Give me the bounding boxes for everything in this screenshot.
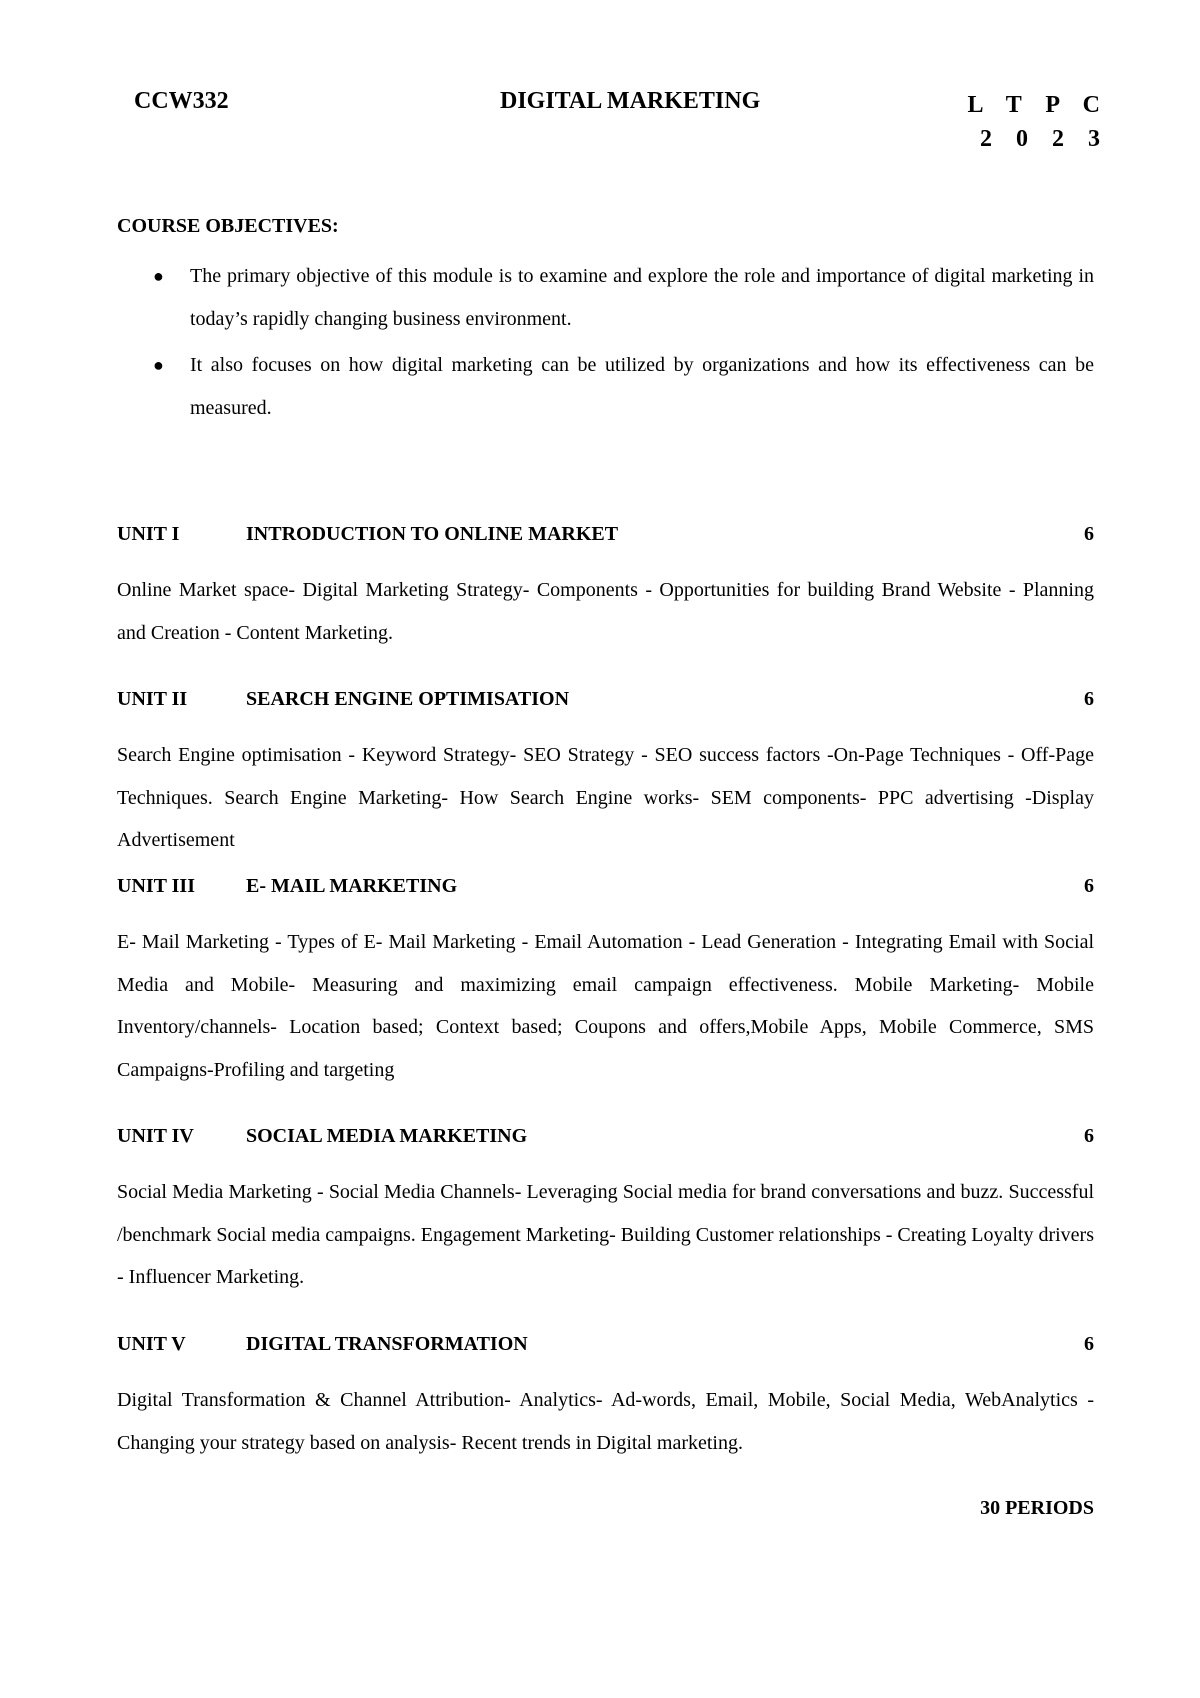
unit-content: Online Market space- Digital Marketing Strategy- Components - Opportunities for building Brand Website - Planning and Creation - Content Marketing. bbox=[117, 579, 1094, 644]
objectives-heading: COURSE OBJECTIVES: bbox=[117, 215, 339, 237]
total-periods: 30 PERIODS bbox=[980, 1497, 1094, 1519]
objective-item bbox=[117, 255, 1094, 341]
course-code: CCW332 bbox=[134, 88, 229, 114]
unit-hours: 6 bbox=[1084, 1333, 1094, 1355]
ltpc-values: 2 0 2 3 bbox=[980, 126, 1109, 152]
ltpc-headings: L T P C bbox=[967, 92, 1109, 118]
unit-title: E- MAIL MARKETING bbox=[246, 875, 458, 897]
unit-heading bbox=[117, 523, 1094, 553]
unit-hours: 6 bbox=[1084, 523, 1094, 545]
unit-heading bbox=[117, 1125, 1094, 1155]
course-header bbox=[134, 88, 1109, 152]
unit-number: UNIT I bbox=[117, 523, 180, 545]
unit-hours: 6 bbox=[1084, 1125, 1094, 1147]
unit-title: DIGITAL TRANSFORMATION bbox=[246, 1333, 528, 1355]
objective-text: It also focuses on how digital marketing can be utilized by organizations and how its effectiveness can be measured. bbox=[190, 354, 1094, 419]
course-title: DIGITAL MARKETING bbox=[500, 88, 761, 114]
unit-content: Search Engine optimisation - Keyword Strategy- SEO Strategy - SEO success factors -On-Page Techniques - Off-Page Techniques. Search Engine Marketing- How Search Engine works- SEM components- PPC advertising -Display Advertisement bbox=[117, 744, 1094, 851]
objective-text: The primary objective of this module is to examine and explore the role and importance of digital marketing in today’s rapidly changing business environment. bbox=[190, 265, 1094, 330]
unit-section-4 bbox=[117, 1125, 1094, 1299]
unit-section-5 bbox=[117, 1333, 1094, 1464]
unit-heading bbox=[117, 1333, 1094, 1363]
unit-content: Social Media Marketing - Social Media Channels- Leveraging Social media for brand conversations and buzz. Successful /benchmark Social media campaigns. Engagement Marketing- Building Customer relationships - Creating Loyalty drivers - Influencer Marketing. bbox=[117, 1181, 1094, 1288]
unit-content: E- Mail Marketing - Types of E- Mail Marketing - Email Automation - Lead Generation - Integrating Email with Social Media and Mobile- Measuring and maximizing email campaign effectiveness. Mobile Marketing- Mobile Inventory/channels- Location based; Context based; Coupons and offers,Mobile Apps, Mobile Commerce, SMS Campaigns-Profiling and targeting bbox=[117, 931, 1094, 1081]
unit-section-3 bbox=[117, 875, 1094, 1091]
unit-section-1 bbox=[117, 523, 1094, 654]
unit-title: SEARCH ENGINE OPTIMISATION bbox=[246, 688, 570, 710]
bullet-icon: ● bbox=[153, 355, 164, 375]
unit-content: Digital Transformation & Channel Attribution- Analytics- Ad-words, Email, Mobile, Social Media, WebAnalytics - Changing your strategy based on analysis- Recent trends in Digital marketing. bbox=[117, 1389, 1094, 1454]
unit-hours: 6 bbox=[1084, 688, 1094, 710]
unit-heading bbox=[117, 875, 1094, 905]
objectives-list bbox=[117, 255, 1094, 433]
unit-number: UNIT IV bbox=[117, 1125, 194, 1147]
unit-section-2 bbox=[117, 688, 1094, 862]
unit-number: UNIT V bbox=[117, 1333, 186, 1355]
unit-number: UNIT II bbox=[117, 688, 188, 710]
unit-title: INTRODUCTION TO ONLINE MARKET bbox=[246, 523, 619, 545]
objective-item bbox=[117, 344, 1094, 430]
unit-heading bbox=[117, 688, 1094, 718]
bullet-icon: ● bbox=[153, 266, 164, 286]
unit-number: UNIT III bbox=[117, 875, 195, 897]
ltpc-block bbox=[967, 88, 1109, 156]
unit-hours: 6 bbox=[1084, 875, 1094, 897]
unit-title: SOCIAL MEDIA MARKETING bbox=[246, 1125, 528, 1147]
